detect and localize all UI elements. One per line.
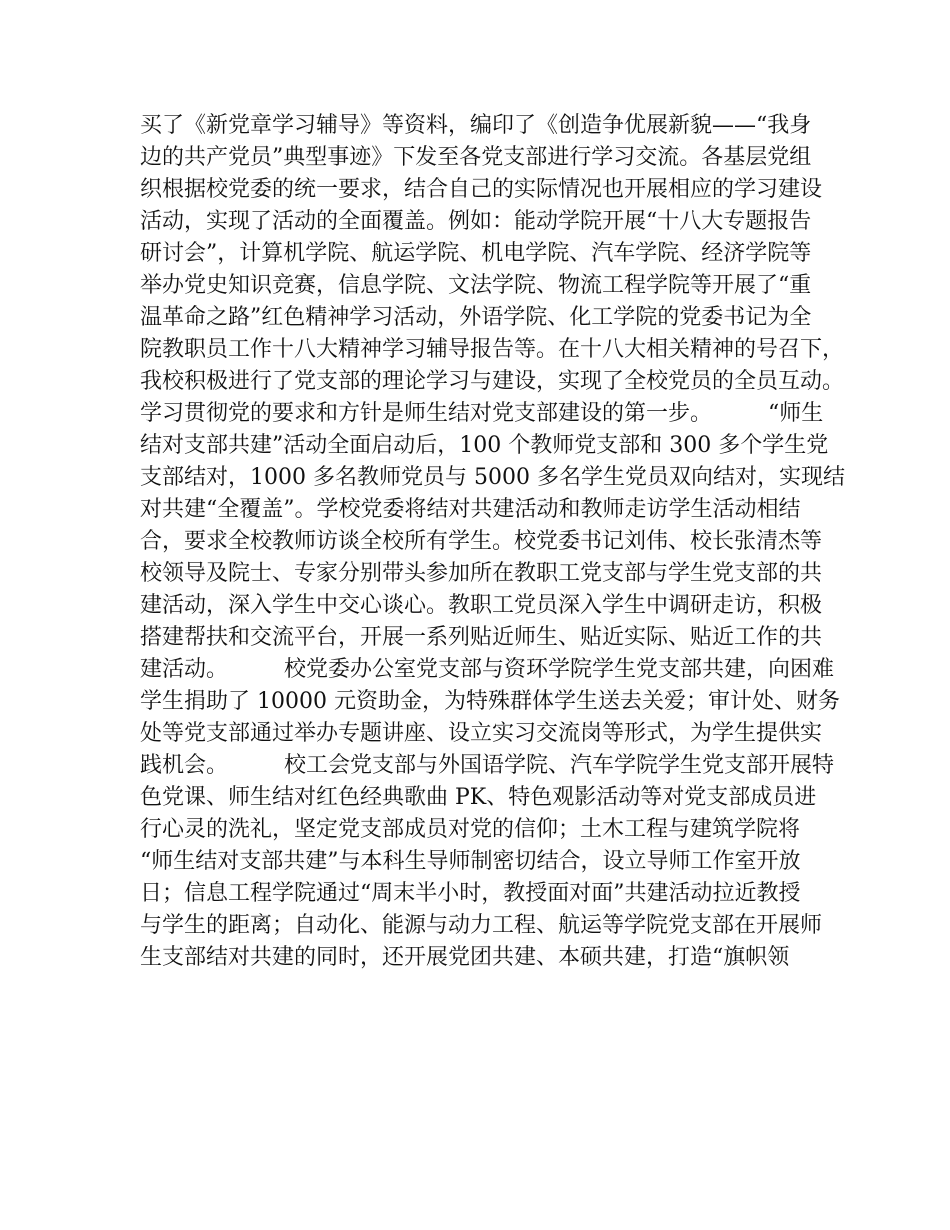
text-line: 校领导及院士、专家分别带头参加所在教职工党支部与学生党支部的共 [140, 561, 823, 586]
text-line: 研讨会”，计算机学院、航运学院、机电学院、汽车学院、经济学院等 [140, 241, 812, 266]
text-line: 搭建帮扶和交流平台，开展一系列贴近师生、贴近实际、贴近工作的共 [140, 625, 823, 650]
text-line: 践机会。 校工会党支部与外国语学院、汽车学院学生党支部开展特 [140, 753, 834, 778]
text-line: 处等党支部通过举办专题讲座、设立实习交流岗等形式，为学生提供实 [140, 721, 823, 746]
text-line: 合，要求全校教师访谈全校所有学生。校党委书记刘伟、校长张清杰等 [140, 529, 823, 554]
text-line: 日；信息工程学院通过“周末半小时，教授面对面”共建活动拉近教授 [140, 881, 801, 906]
text-line: 我校积极进行了党支部的理论学习与建设，实现了全校党员的全员互动。 [140, 369, 845, 394]
text-line: 温革命之路”红色精神学习活动，外语学院、化工学院的党委书记为全 [140, 305, 812, 330]
text-line: “师生结对支部共建”与本科生导师制密切结合，设立导师工作室开放 [140, 849, 801, 874]
text-line: 支部结对，1000 多名教师党员与 5000 多名学生党员双向结对，实现结 [140, 465, 845, 490]
text-line: 院教职员工作十八大精神学习辅导报告等。在十八大相关精神的号召下， [140, 337, 845, 362]
text-line: 生支部结对共建的同时，还开展党团共建、本硕共建，打造“旗帜领 [140, 945, 790, 970]
text-line: 边的共产党员”典型事迹》下发至各党支部进行学习交流。各基层党组 [140, 145, 812, 170]
text-line: 与学生的距离；自动化、能源与动力工程、航运等学院党支部在开展师 [140, 913, 823, 938]
text-line: 建活动。 校党委办公室党支部与资环学院学生党支部共建，向困难 [140, 657, 834, 682]
text-line: 对共建“全覆盖”。学校党委将结对共建活动和教师走访学生活动相结 [140, 497, 801, 522]
text-line: 买了《新党章学习辅导》等资料，编印了《创造争优展新貌——“我身 [140, 113, 812, 138]
text-line: 织根据校党委的统一要求，结合自己的实际情况也开展相应的学习建设 [140, 177, 823, 202]
body-text [140, 110, 845, 974]
text-line: 色党课、师生结对红色经典歌曲 PK、特色观影活动等对党支部成员进 [140, 785, 817, 810]
text-line: 活动，实现了活动的全面覆盖。例如：能动学院开展“十八大专题报告 [140, 209, 812, 234]
text-line: 建活动，深入学生中交心谈心。教职工党员深入学生中调研走访，积极 [140, 593, 823, 618]
text-line: 举办党史知识竞赛，信息学院、文法学院、物流工程学院等开展了“重 [140, 273, 812, 298]
text-line: 学习贯彻党的要求和方针是师生结对党支部建设的第一步。 “师生 [140, 401, 824, 426]
text-line: 行心灵的洗礼，坚定党支部成员对党的信仰；土木工程与建筑学院将 [140, 817, 801, 842]
text-line: 学生捐助了 10000 元资助金，为特殊群体学生送去关爱；审计处、财务 [140, 689, 840, 714]
text-line: 结对支部共建”活动全面启动后，100 个教师党支部和 300 多个学生党 [140, 433, 829, 458]
